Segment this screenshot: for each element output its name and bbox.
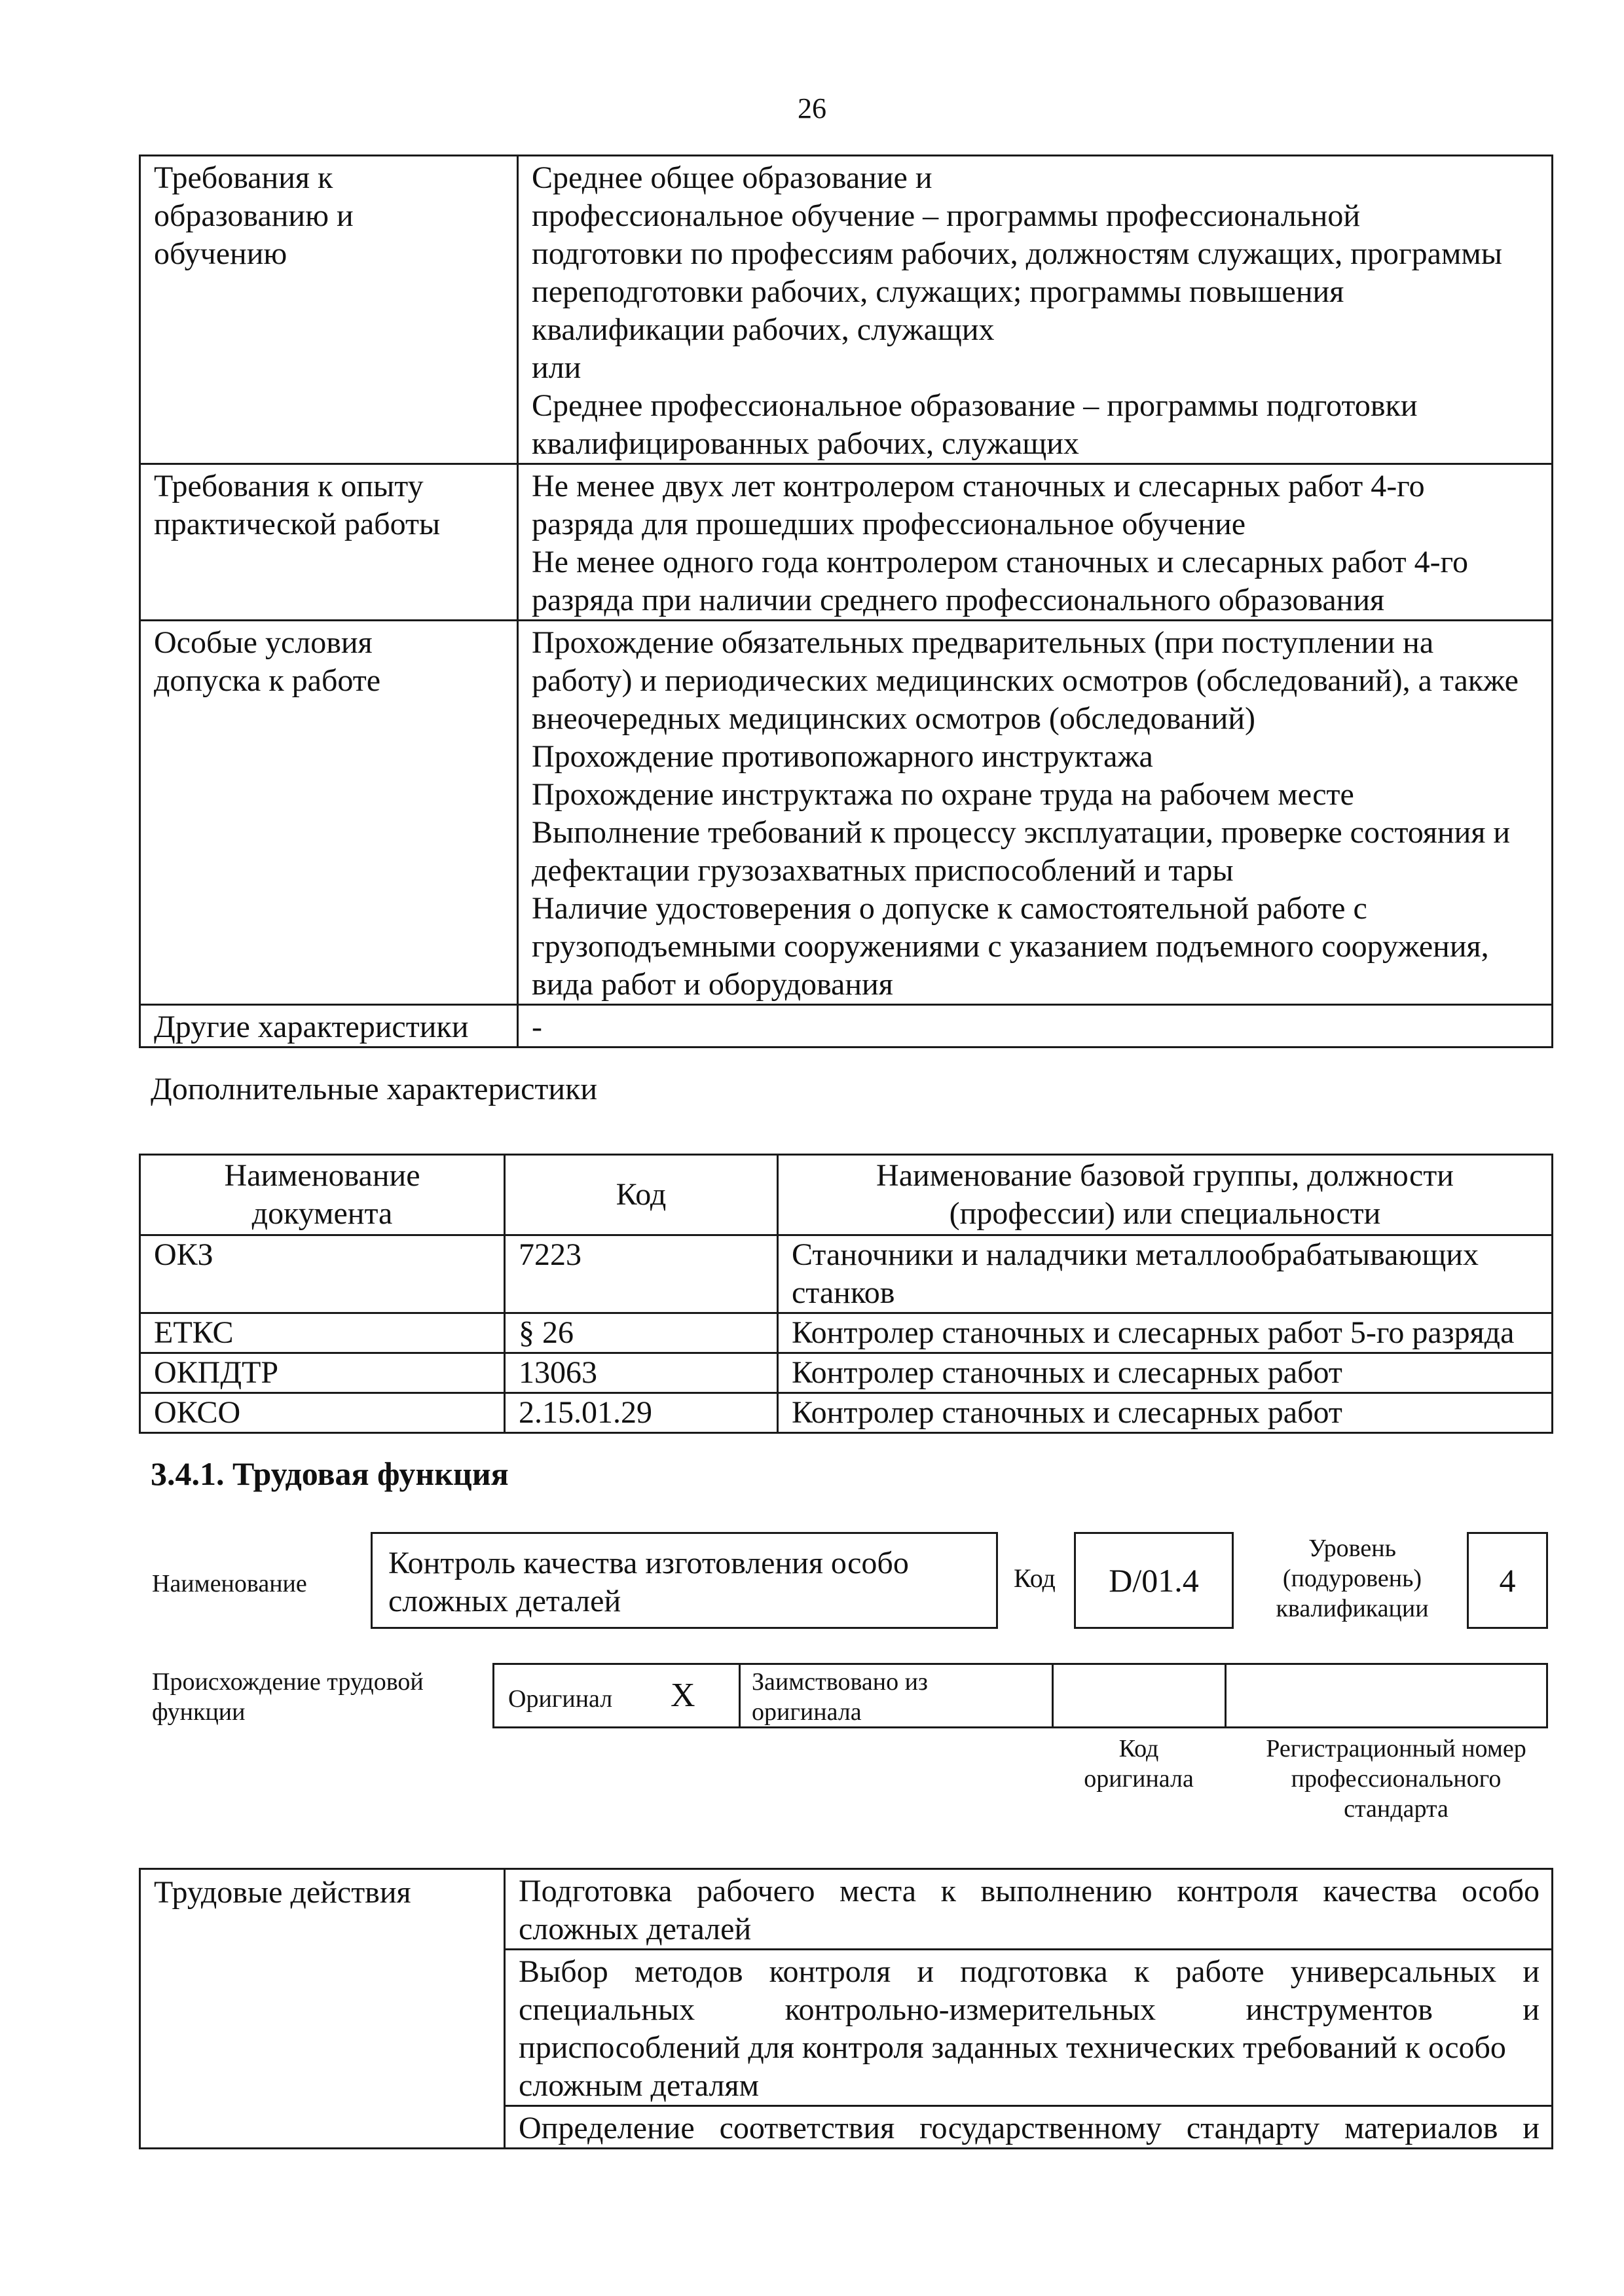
- table-row: [140, 464, 1553, 621]
- characteristics-table: [139, 1154, 1553, 1434]
- table-header-row: [140, 1155, 1553, 1235]
- table-row: [140, 1235, 1553, 1313]
- code-label: Код: [1014, 1563, 1056, 1593]
- table-row: [140, 1869, 1553, 1950]
- name-cell: Контролер станочных и слесарных работ 5-го разряда: [778, 1313, 1553, 1353]
- divider: [1052, 1663, 1054, 1728]
- original-label: Оригинал: [508, 1685, 613, 1713]
- code-cell: § 26: [505, 1313, 778, 1353]
- borrowed-label: Заимствовано из оригинала: [752, 1668, 928, 1726]
- name-cell: Контролер станочных и слесарных работ: [778, 1353, 1553, 1393]
- code-cell: 13063: [505, 1353, 778, 1393]
- level-box: 4: [1467, 1532, 1548, 1629]
- labor-action-item: Определение соответствия государственному стандарту материалов и: [505, 2106, 1553, 2149]
- name-cell: Контролер станочных и слесарных работ: [778, 1393, 1553, 1433]
- divider: [1225, 1663, 1227, 1728]
- column-header: Наименование базовой группы, должности (профессии) или специальности: [778, 1155, 1553, 1235]
- requirement-value: -: [518, 1005, 1553, 1048]
- page-number: 26: [798, 92, 826, 124]
- requirements-table: [139, 155, 1553, 1048]
- function-name-box: Контроль качества изготовления особо сложных деталей: [371, 1532, 998, 1629]
- column-header: Код: [505, 1155, 778, 1235]
- doc-cell: ЕТКС: [140, 1313, 505, 1353]
- origin-label: Происхождение трудовой функции: [152, 1668, 424, 1726]
- table-row: [140, 1313, 1553, 1353]
- reg-number-caption: Регистрационный номер профессионального стандарта: [1266, 1735, 1526, 1823]
- doc-cell: ОКПДТР: [140, 1353, 505, 1393]
- requirement-label: Другие характеристики: [140, 1005, 518, 1048]
- table-row: [140, 1393, 1553, 1433]
- function-code-box: D/01.4: [1074, 1532, 1234, 1629]
- table-row: [140, 1005, 1553, 1048]
- level-label: Уровень (подуровень) квалификации: [1276, 1535, 1429, 1622]
- requirement-label: Требования к опыту практической работы: [140, 464, 518, 621]
- doc-cell: ОКЗ: [140, 1235, 505, 1313]
- column-header: Наименование документа: [140, 1155, 505, 1235]
- original-mark: X: [671, 1677, 695, 1714]
- code-original-caption: Код оригинала: [1084, 1735, 1194, 1793]
- requirement-value: Прохождение обязательных предварительных (при поступлении на работу) и периодических медицинских осмотров (обследований), а также внеочередных медицинских осмотров (обследований) Прохождение противопожарного инструктажа Прохождение инструктажа по охране труда на рабочем месте Выполнение требований к процессу эксплуатации, проверке состояния и дефектации грузозахватных приспособлений и тары Наличие удостоверения о допуске к самостоятельной работе с грузоподъемными сооружениями с указанием подъемного сооружения, вида работ и оборудования: [518, 621, 1553, 1005]
- table-row: [140, 621, 1553, 1005]
- requirement-label: Требования к образованию и обучению: [140, 156, 518, 464]
- code-cell: 7223: [505, 1235, 778, 1313]
- code-cell: 2.15.01.29: [505, 1393, 778, 1433]
- name-cell: Станочники и наладчики металлообрабатывающих станков: [778, 1235, 1553, 1313]
- table-row: [140, 1353, 1553, 1393]
- labor-actions-table: [139, 1868, 1553, 2149]
- labor-function-heading: 3.4.1. Трудовая функция: [151, 1455, 509, 1492]
- table-row: [140, 156, 1553, 464]
- origin-grid: [492, 1663, 1548, 1728]
- labor-actions-label: Трудовые действия: [140, 1869, 505, 2149]
- labor-action-item: Выбор методов контроля и подготовка к работе универсальных и специальных контрольно-измерительных инструментов и приспособлений для контроля заданных технических требований к особо сложным деталям: [505, 1950, 1553, 2106]
- requirement-value: Среднее общее образование и профессиональное обучение – программы профессиональной подготовки по профессиям рабочих, должностям служащих, программы переподготовки рабочих, служащих; программы повышения квалификации рабочих, служащих или Среднее профессиональное образование – программы подготовки квалифицированных рабочих, служащих: [518, 156, 1553, 464]
- requirement-value: Не менее двух лет контролером станочных и слесарных работ 4-го разряда для прошедших профессиональное обучение Не менее одного года контролером станочных и слесарных работ 4-го разряда при наличии среднего профессионального образования: [518, 464, 1553, 621]
- section-title: Дополнительные характеристики: [151, 1072, 598, 1106]
- labor-action-item: Подготовка рабочего места к выполнению контроля качества особо сложных деталей: [505, 1869, 1553, 1950]
- doc-cell: ОКСО: [140, 1393, 505, 1433]
- divider: [739, 1663, 741, 1728]
- name-label: Наименование: [152, 1570, 307, 1597]
- requirement-label: Особые условия допуска к работе: [140, 621, 518, 1005]
